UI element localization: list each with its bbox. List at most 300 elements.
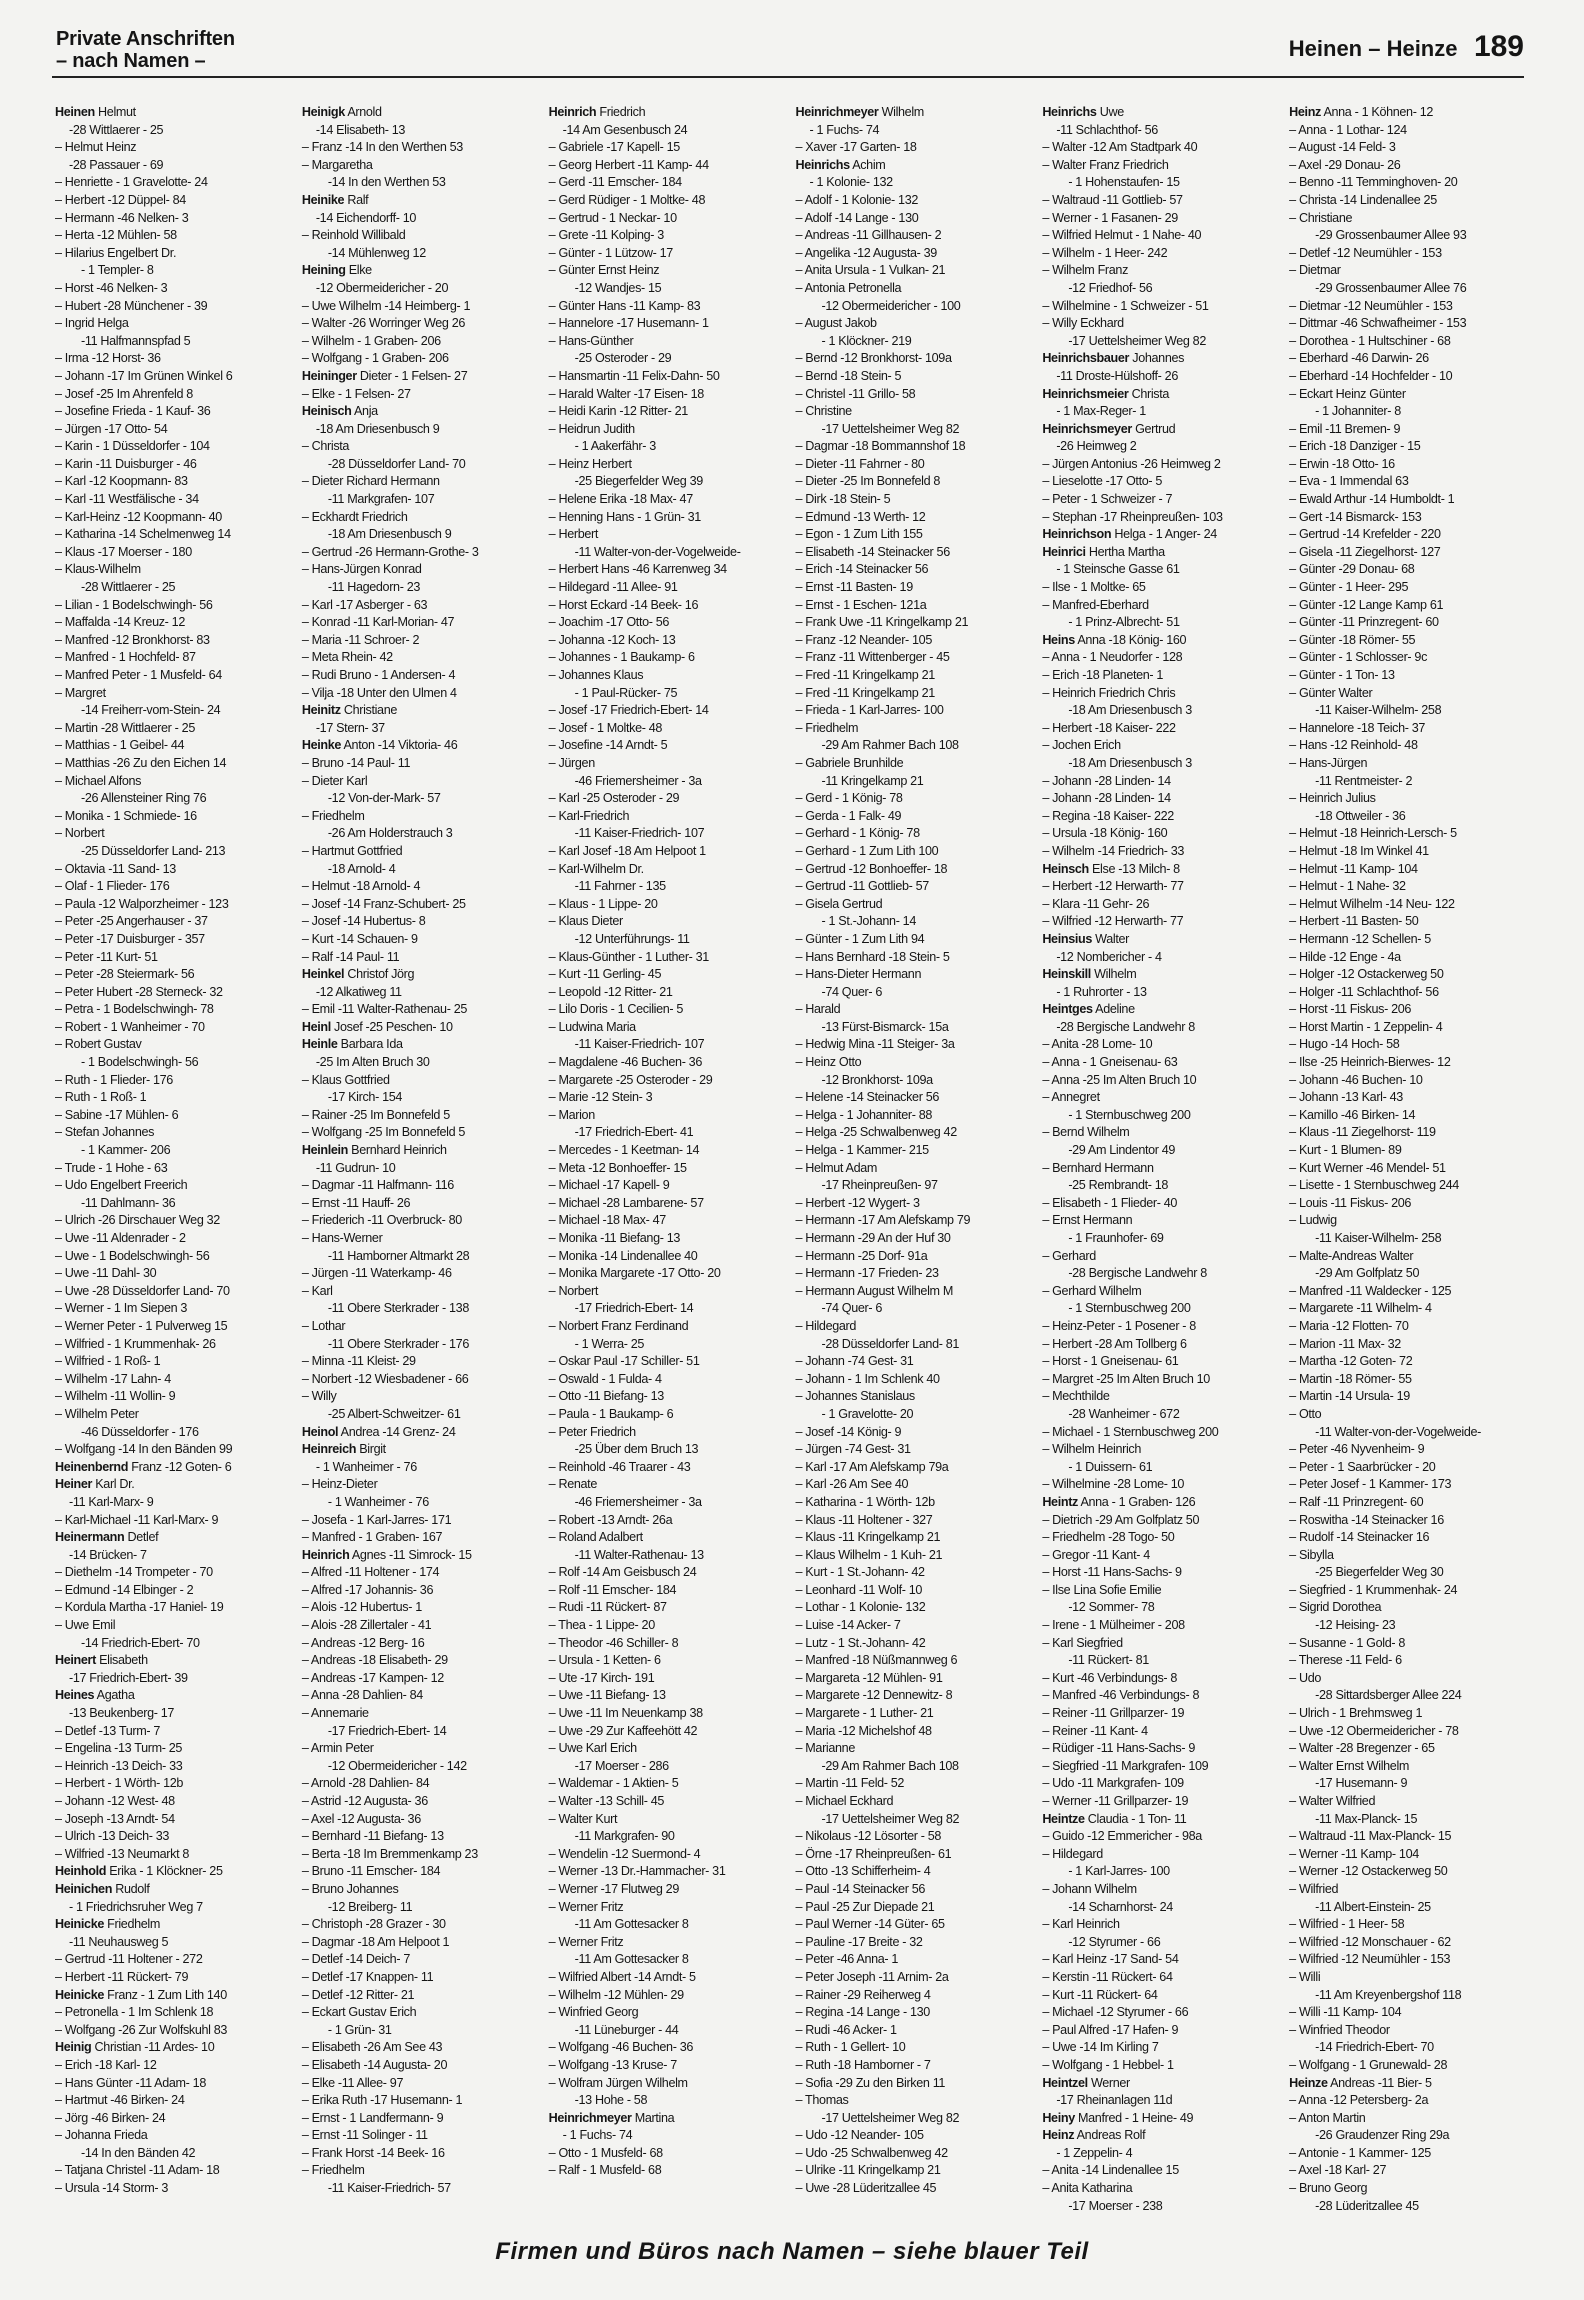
entry-line: – Gerd -11 Emscher- 184 [548, 175, 682, 190]
entry-line: – Maria -12 Flotten- 70 [1289, 1318, 1409, 1333]
entry-line: – Gerd Rüdiger - 1 Moltke- 48 [548, 192, 706, 207]
entry-line: – Manfred -11 Waldecker - 125 [1289, 1283, 1452, 1298]
entry-line: – Hannelore -18 Teich- 37 [1289, 720, 1426, 735]
entry-address: - 1 Sternbuschweg 200 [1068, 1107, 1191, 1122]
entry-line: – Hilde -12 Enge - 4a [1289, 949, 1401, 964]
entry-line: – Werner - 1 Im Siepen 3 [55, 1301, 188, 1316]
surname: Heinen [55, 105, 95, 119]
entry-line: – Ulrike -11 Kringelkamp 21 [795, 2163, 941, 2178]
entry-line: – Bernd -18 Stein- 5 [795, 368, 902, 383]
entry-line: – Emil -11 Walter-Rathenau- 25 [301, 1002, 468, 1017]
section-title-line1: Private Anschriften [56, 28, 235, 50]
entry-line: – Erich -14 Steinacker 56 [795, 562, 929, 577]
entry-address: -11 Hagedorn- 23 [327, 580, 421, 595]
entry-line: – Joachim -17 Otto- 56 [548, 615, 670, 630]
entry-line: – Roswitha -14 Steinacker 16 [1289, 1512, 1444, 1527]
entry-heading: Heintges Adeline [1042, 1002, 1135, 1017]
entry-address: -11 Albert-Einstein- 25 [1315, 1899, 1431, 1914]
entry-line: – Karl -25 Osteroder - 29 [548, 791, 680, 806]
entry-line: – Willi -11 Kamp- 104 [1289, 2005, 1402, 2020]
entry-line: – Friederich -11 Overbruck- 80 [301, 1213, 462, 1228]
entry-heading: Heinhold Erika - 1 Klöckner- 25 [55, 1864, 223, 1879]
entry-line: – Edmund -14 Elbinger - 2 [55, 1582, 194, 1597]
entry-line: – Henning Hans - 1 Grün- 31 [548, 509, 701, 524]
entry-line: – Wolfgang - 1 Graben- 206 [301, 351, 449, 366]
surname: Heintzel [1042, 2075, 1088, 2090]
surname: Heintze [1042, 1811, 1085, 1826]
entry-line: – Rudi Bruno - 1 Andersen- 4 [301, 668, 456, 682]
entry-heading: Heinrichmeyer Wilhelm [795, 105, 924, 119]
entry-address: -11 Hamborner Altmarkt 28 [327, 1248, 470, 1263]
entry-line: – Klaus Dieter [548, 914, 623, 929]
entry-line: – Herbert -11 Rückert- 79 [55, 1969, 189, 1984]
entry-heading: Heinreich Birgit [301, 1442, 386, 1457]
entry-address: -29 Am Golfplatz 50 [1315, 1266, 1420, 1281]
entry-line: – Winfried Theodor [1289, 2022, 1390, 2037]
directory-columns [55, 104, 1530, 2213]
entry-line: – Christine [795, 404, 852, 419]
entry-address: -11 Kaiser-Friedrich- 107 [574, 1037, 705, 1052]
entry-line: – August Jakob [795, 316, 877, 331]
entry-line: – Karl -26 Am See 40 [795, 1477, 909, 1492]
entry-address: -17 Friedrich-Ebert- 14 [327, 1723, 447, 1738]
entry-line: – Erich -18 Karl- 12 [55, 2057, 157, 2072]
entry-line: – Gerhard Wilhelm [1042, 1283, 1142, 1298]
entry-line: – Dietmar -12 Neumühler - 153 [1289, 298, 1453, 313]
entry-line: – Rolf -14 Am Geisbusch 24 [548, 1565, 697, 1580]
entry-line: – Günter -12 Lange Kamp 61 [1289, 597, 1444, 612]
entry-line: – Ruth - 1 Gellert- 10 [795, 2040, 906, 2055]
entry-address: - 1 Fraunhofer- 69 [1068, 1231, 1164, 1245]
entry-line: – Eckart Heinz Günter [1289, 386, 1406, 401]
surname: Heinrichmeyer [795, 105, 879, 119]
entry-line: – Trude - 1 Hohe - 63 [55, 1160, 168, 1175]
entry-line: – Klaus -11 Ziegelhorst- 119 [1289, 1125, 1436, 1140]
entry-line: – Hildegard [795, 1318, 857, 1333]
entry-line: – Edmund -13 Werth- 12 [795, 509, 926, 524]
entry-address: -17 Stern- 37 [315, 720, 385, 735]
entry-line: – Ernst Hermann [1042, 1213, 1133, 1228]
entry-address: -18 Am Driesenbusch 9 [327, 527, 452, 542]
entry-line: – Guido -12 Emmericher - 98a [1042, 1829, 1202, 1844]
entry-address: -28 Düsseldorfer Land- 81 [821, 1336, 960, 1351]
entry-line: – Manfred -46 Verbindungs- 8 [1042, 1688, 1200, 1703]
entry-heading: Heinkel Christof Jörg [301, 967, 415, 982]
entry-line: – Horst Martin - 1 Zeppelin- 4 [1289, 1019, 1443, 1034]
entry-line: – Susanne - 1 Gold- 8 [1289, 1635, 1406, 1650]
entry-line: – Reiner -11 Kant- 4 [1042, 1723, 1148, 1738]
entry-line: – Wolfgang - 1 Grunewald- 28 [1289, 2057, 1448, 2072]
surname: Heiner [55, 1477, 93, 1492]
entry-heading: Heinike Ralf [301, 192, 369, 207]
entry-line: – Josef -14 Franz-Schubert- 25 [301, 896, 466, 911]
entry-line: – Hermann -25 Dorf- 91a [795, 1248, 928, 1263]
entry-line: – Hans Bernhard -18 Stein- 5 [795, 949, 950, 964]
entry-line: – Wilhelm - 1 Graben- 206 [301, 333, 441, 348]
entry-line: – Helga - 1 Johanniter- 88 [795, 1107, 932, 1122]
entry-line: – Josef -14 Hubertus- 8 [301, 914, 426, 929]
entry-line: – Wilhelm -17 Lahn- 4 [55, 1371, 171, 1386]
entry-line: – Karl Heinz -17 Sand- 54 [1042, 1952, 1179, 1967]
entry-line: – Wilhelm -12 Mühlen- 29 [548, 1987, 684, 2002]
entry-line: – Klaus -11 Holtener - 327 [795, 1512, 933, 1527]
entry-line: – Anna -25 Im Alten Bruch 10 [1042, 1072, 1197, 1087]
entry-line: – Christa -14 Lindenallee 25 [1289, 192, 1437, 207]
entry-line: – Ludwig [1289, 1213, 1337, 1228]
entry-address: - 1 St.-Johann- 14 [821, 914, 916, 929]
entry-line: – Alois -12 Hubertus- 1 [301, 1600, 422, 1615]
entry-line: – Karl -12 Koopmann- 83 [55, 474, 188, 489]
entry-line: – Helmut -18 Arnold- 4 [301, 879, 421, 894]
entry-line: – Walter -28 Bregenzer - 65 [1289, 1741, 1435, 1756]
entry-address: -28 Lüderitzallee 45 [1315, 2198, 1419, 2213]
entry-line: – Paul Alfred -17 Hafen- 9 [1042, 2022, 1179, 2037]
entry-address: -74 Quer- 6 [821, 984, 883, 999]
entry-line: – Lothar - 1 Kolonie- 132 [795, 1600, 926, 1615]
entry-line: – Wilfried -12 Neumühler - 153 [1289, 1952, 1451, 1967]
entry-line: – Meta Rhein- 42 [301, 650, 393, 665]
entry-line: – Karin - 1 Düsseldorfer - 104 [55, 439, 210, 454]
entry-address: -18 Am Driesenbusch 9 [315, 421, 440, 436]
entry-line: – Herbert [548, 527, 599, 542]
entry-address: - 1 Werra- 25 [574, 1336, 645, 1351]
entry-address: - 1 Aakerfähr- 3 [574, 439, 656, 454]
entry-line: – Uwe -28 Düsseldorfer Land- 70 [55, 1283, 230, 1298]
entry-address: -17 Husemann- 9 [1315, 1776, 1408, 1791]
entry-line: – Detlef -12 Ritter- 21 [301, 1987, 415, 2002]
entry-line: – Ilse - 1 Moltke- 65 [1042, 580, 1146, 595]
entry-line: – Erika Ruth -17 Husemann- 1 [301, 2093, 463, 2108]
entry-line: – Hans-Jürgen [1289, 755, 1368, 770]
entry-line: – Kurt -11 Gerling- 45 [548, 967, 662, 982]
entry-address: -11 Kaiser-Friedrich- 57 [327, 2181, 451, 2196]
entry-address: -29 Am Lindentor 49 [1068, 1143, 1176, 1158]
entry-line: – Udo [1289, 1670, 1321, 1685]
entry-line: – Bruno Georg [1289, 2181, 1368, 2196]
entry-line: – Walter Ernst Wilhelm [1289, 1758, 1410, 1773]
entry-line: – Gisela Gertrud [795, 896, 883, 911]
entry-line: – Hildegard -11 Allee- 91 [548, 580, 678, 595]
entry-line: – Michael -12 Styrumer - 66 [1042, 2005, 1189, 2020]
entry-line: – Frieda - 1 Karl-Jarres- 100 [795, 703, 944, 718]
entry-line: – Gerhard [1042, 1248, 1096, 1263]
entry-line: – Dieter -11 Fahrner - 80 [795, 456, 925, 471]
entry-line: – Louis -11 Fiskus- 206 [1289, 1195, 1412, 1210]
surname: Heinhold [55, 1864, 107, 1879]
entry-line: – Günter -29 Donau- 68 [1289, 562, 1415, 577]
entry-address: -46 Friemersheimer - 3a [574, 773, 702, 788]
entry-line: – Alfred -17 Johannis- 36 [301, 1582, 434, 1597]
entry-line: – Matthias - 1 Geibel- 44 [55, 738, 185, 753]
entry-line: – Elisabeth - 1 Flieder- 40 [1042, 1195, 1178, 1210]
entry-line: – Willy Eckhard [1042, 316, 1124, 331]
entry-line: – Dorothea - 1 Hultschiner - 68 [1289, 333, 1451, 348]
entry-line: – Walter Kurt [548, 1811, 618, 1826]
entry-line: – Margarete -11 Wilhelm- 4 [1289, 1301, 1432, 1316]
surname: Heinrichsmeier [1042, 386, 1129, 401]
entry-line: – Jürgen [548, 755, 595, 770]
entry-address: -28 Passauer - 69 [69, 157, 164, 172]
entry-address: -14 Mühlenweg 12 [327, 245, 426, 260]
entry-line: – Horst Eckard -14 Beek- 16 [548, 597, 699, 612]
entry-line: – Maria -11 Schroer- 2 [301, 632, 420, 647]
surname: Heinrici [1042, 544, 1086, 559]
entry-line: – Antonia Petronella [795, 280, 902, 295]
entry-address: -14 Eichendorff- 10 [315, 210, 417, 225]
entry-line: – Mechthilde [1042, 1389, 1110, 1404]
entry-heading: Heinz Andreas Rolf [1042, 2128, 1146, 2143]
entry-line: – Roland Adalbert [548, 1530, 643, 1545]
entry-line: – Peter -46 Nyvenheim- 9 [1289, 1442, 1425, 1457]
entry-line: – Karl-Michael -11 Karl-Marx- 9 [55, 1512, 219, 1527]
entry-line: – Josefine Frieda - 1 Kauf- 36 [55, 404, 211, 419]
entry-line: – Hans -12 Reinhold- 48 [1289, 738, 1418, 753]
entry-line: – Manfred Peter - 1 Musfeld- 64 [55, 668, 222, 682]
surname: Heinigk [301, 105, 345, 119]
entry-line: – Wilhelm Franz [1042, 263, 1129, 278]
entry-line: – Dagmar -11 Halfmann- 116 [301, 1178, 454, 1193]
entry-line: – Udo -11 Markgrafen- 109 [1042, 1776, 1184, 1791]
entry-address: -11 Kaiser-Wilhelm- 258 [1315, 1231, 1442, 1245]
entry-line: – Detlef -12 Neumühler - 153 [1289, 245, 1442, 260]
entry-line: – Klaus Gottfried [301, 1072, 390, 1087]
entry-line: – Martha -12 Goten- 72 [1289, 1354, 1413, 1369]
entry-line: – Helmut -18 Heinrich-Lersch- 5 [1289, 826, 1457, 841]
entry-line: – Fred -11 Kringelkamp 21 [795, 685, 935, 700]
entry-line: – Rainer -25 Im Bonnefeld 5 [301, 1107, 450, 1122]
entry-line: – Peter -28 Steiermark- 56 [55, 967, 195, 982]
entry-line: – Karl -11 Westfälische - 34 [55, 492, 199, 507]
entry-line: – Malte-Andreas Walter [1289, 1248, 1414, 1263]
entry-address: - 1 Fuchs- 74 [562, 2128, 633, 2143]
entry-line: – Dieter Karl [301, 773, 368, 788]
entry-line: – Rolf -11 Emscher- 184 [548, 1582, 677, 1597]
entry-line: – Josefine -14 Arndt- 5 [548, 738, 668, 753]
entry-heading: Heininger Dieter - 1 Felsen- 27 [301, 368, 468, 383]
entry-line: – Udo Engelbert Freerich [55, 1178, 188, 1193]
entry-line: – Ruth - 1 Flieder- 176 [55, 1072, 173, 1087]
entry-line: – Uwe -12 Obermeidericher - 78 [1289, 1723, 1459, 1738]
entry-line: – Rainer -29 Reiherweg 4 [795, 1987, 931, 2002]
entry-line: – Uwe Emil [55, 1618, 116, 1633]
entry-line: – Michael -17 Kapell- 9 [548, 1178, 670, 1193]
entry-address: -11 Markgrafen- 90 [574, 1829, 675, 1844]
entry-line: – Josef -14 König- 9 [795, 1424, 902, 1439]
entry-line: – Margret -25 Im Alten Bruch 10 [1042, 1371, 1210, 1386]
entry-line: – Uwe -11 Dahl- 30 [55, 1266, 157, 1281]
entry-heading: Heinrichsmeyer Gertrud [1042, 421, 1176, 436]
entry-line: – Ewald Arthur -14 Humboldt- 1 [1289, 492, 1455, 507]
entry-line: – Manfred-Eberhard [1042, 597, 1149, 612]
entry-address: -11 Am Gottesacker 8 [574, 1952, 689, 1967]
entry-address: -17 Friedrich-Ebert- 39 [69, 1670, 188, 1685]
entry-line: – Klara -11 Gehr- 26 [1042, 896, 1150, 911]
entry-line: – Hermann -12 Schellen- 5 [1289, 931, 1431, 946]
entry-line: – Josef - 1 Moltke- 48 [548, 720, 663, 735]
entry-address: - 1 Max-Reger- 1 [1056, 404, 1146, 419]
entry-line: – Johann -13 Karl- 43 [1289, 1090, 1403, 1105]
entry-address: -17 Uettelsheimer Weg 82 [821, 1811, 960, 1826]
entry-line: – Wolfgang -25 Im Bonnefeld 5 [301, 1125, 466, 1140]
entry-address: -11 Neuhausweg 5 [69, 1934, 169, 1949]
entry-line: – Walter -12 Am Stadtpark 40 [1042, 140, 1198, 155]
entry-line: – Angelika -12 Augusta- 39 [795, 245, 937, 260]
entry-line: – Heidi Karin -12 Ritter- 21 [548, 404, 688, 419]
entry-line: – Paul -25 Zur Diepade 21 [795, 1899, 935, 1914]
entry-line: – Heinz-Peter - 1 Posener - 8 [1042, 1318, 1196, 1333]
entry-line: – Karl Josef -18 Am Helpoot 1 [548, 843, 706, 858]
entry-line: – Karl-Wilhelm Dr. [548, 861, 644, 876]
entry-address: -25 Osteroder - 29 [574, 351, 672, 366]
entry-address: -11 Lüneburger - 44 [574, 2022, 679, 2037]
entry-heading: Heinke Anton -14 Viktoria- 46 [301, 738, 458, 753]
entry-line: – Günter Hans -11 Kamp- 83 [548, 298, 701, 313]
entry-line: – Anita Ursula - 1 Vulkan- 21 [795, 263, 946, 278]
entry-address: - 1 Sternbuschweg 200 [1068, 1301, 1191, 1316]
entry-line: – Waldemar - 1 Aktien- 5 [548, 1776, 679, 1791]
surname: Heinicke [55, 1917, 105, 1932]
entry-line: – Sibylla [1289, 1547, 1334, 1562]
entry-line: – Günter - 1 Lützow- 17 [548, 245, 673, 260]
entry-line: – Gertrud -11 Holtener - 272 [55, 1952, 203, 1967]
entry-line: – Werner Fritz [548, 1899, 624, 1914]
entry-line: – Werner -11 Grillparzer- 19 [1042, 1794, 1189, 1808]
entry-heading: Heins Anna -18 König- 160 [1042, 632, 1187, 647]
entry-line: – Oktavia -11 Sand- 13 [55, 861, 176, 876]
entry-line: – Harald Walter -17 Eisen- 18 [548, 386, 704, 401]
surname: Heinsius [1042, 931, 1093, 946]
entry-line: – Jürgen Antonius -26 Heimweg 2 [1042, 456, 1221, 471]
entry-address: - 1 Wanheimer - 76 [315, 1459, 417, 1474]
entry-line: – Marion -11 Max- 32 [1289, 1336, 1401, 1351]
entry-line: – Stefan Johannes [55, 1125, 155, 1140]
entry-line: – Detlef -17 Knappen- 11 [301, 1969, 434, 1984]
entry-line: – Waltraud -11 Gottlieb- 57 [1042, 192, 1183, 207]
entry-address: - 1 Kolonie- 132 [809, 175, 893, 190]
entry-address: - 1 Hohenstaufen- 15 [1068, 175, 1180, 190]
entry-line: – Gertrud - 1 Neckar- 10 [548, 210, 677, 225]
entry-line: – Michael - 1 Sternbuschweg 200 [1042, 1424, 1219, 1439]
entry-line: – Anita -28 Lome- 10 [1042, 1037, 1153, 1052]
entry-line: – Michael Alfons [55, 773, 142, 788]
entry-address: -11 Droste-Hülshoff- 26 [1056, 368, 1178, 383]
entry-line: – Bernd -12 Bronkhorst- 109a [795, 351, 952, 366]
entry-line: – Andreas -12 Berg- 16 [301, 1635, 425, 1650]
entry-line: – Werner - 1 Fasanen- 29 [1042, 210, 1178, 225]
entry-address: -12 Obermeidericher - 142 [327, 1758, 467, 1773]
entry-line: – Monika -11 Biefang- 13 [548, 1231, 681, 1245]
entry-line: – Ruth - 1 Roß- 1 [55, 1090, 147, 1105]
entry-line: – Wilfried Albert -14 Arndt- 5 [548, 1969, 696, 1984]
entry-line: – Sigrid Dorothea [1289, 1600, 1382, 1615]
entry-line: – Hans-Dieter Hermann [795, 967, 922, 982]
entry-heading: Heinrich Friedrich [548, 105, 646, 119]
entry-line: – Johanna Frieda [55, 2128, 148, 2143]
entry-address: -12 Heising- 23 [1315, 1618, 1396, 1633]
entry-line: – Fred -11 Kringelkamp 21 [795, 668, 935, 682]
entry-line: – Monika -14 Lindenallee 40 [548, 1248, 698, 1263]
entry-line: – Joseph -13 Arndt- 54 [55, 1811, 175, 1826]
entry-line: – Karl -17 Am Alefskamp 79a [795, 1459, 949, 1474]
entry-line: – Norbert -12 Wiesbadener - 66 [301, 1371, 469, 1386]
entry-line: – Manfred -12 Bronkhorst- 83 [55, 632, 210, 647]
entry-address: - 1 Friedrichsruher Weg 7 [69, 1899, 203, 1914]
entry-line: – Gertrud -14 Krefelder - 220 [1289, 527, 1441, 542]
entry-line: – Grete -11 Kolping- 3 [548, 228, 664, 243]
entry-line: – Antonie - 1 Kammer- 125 [1289, 2145, 1431, 2160]
entry-address: -28 Bergische Landwehr 8 [1068, 1266, 1207, 1281]
surname: Heinert [55, 1653, 96, 1668]
entry-line: – Dagmar -18 Bommannshof 18 [795, 439, 966, 454]
entry-heading: Heinsius Walter [1042, 931, 1129, 946]
entry-line: – Günter -11 Prinzregent- 60 [1289, 615, 1439, 630]
entry-address: -25 Rembrandt- 18 [1068, 1178, 1169, 1193]
entry-line: – Kurt - 1 St.-Johann- 42 [795, 1565, 925, 1580]
surname: Heinrichsmeyer [1042, 421, 1132, 436]
entry-address: -17 Moerser - 238 [1068, 2198, 1163, 2213]
entry-address: -14 Friedrich-Ebert- 70 [1315, 2040, 1434, 2055]
entry-address: - 1 Duissern- 61 [1068, 1459, 1153, 1474]
entry-address: -28 Sittardsberger Allee 224 [1315, 1688, 1462, 1703]
entry-heading: Heinrichmeyer Martina [548, 2110, 675, 2125]
entry-line: – Helga - 1 Kammer- 215 [795, 1143, 929, 1158]
entry-line: – Franz -11 Wittenberger - 45 [795, 650, 950, 665]
entry-line: – Margarete -25 Osteroder - 29 [548, 1072, 713, 1087]
entry-line: – Josefa - 1 Karl-Jarres- 171 [301, 1512, 452, 1527]
entry-line: – Anton Martin [1289, 2110, 1366, 2125]
entry-address: -28 Wittlaerer - 25 [69, 122, 164, 137]
entry-line: – Siegfried - 1 Krummenhak- 24 [1289, 1582, 1458, 1597]
entry-line: – Klaus -17 Moerser - 180 [55, 544, 192, 559]
entry-line: – Horst -46 Nelken- 3 [55, 280, 168, 295]
entry-line: – Nikolaus -12 Lösorter - 58 [795, 1829, 942, 1844]
entry-line: – Dirk -18 Stein- 5 [795, 492, 891, 507]
entry-address: -13 Beukenberg- 17 [69, 1706, 175, 1721]
entry-line: – Wilhelm Heinrich [1042, 1442, 1141, 1457]
entry-line: – Annemarie [301, 1706, 369, 1721]
entry-line: – Margarete -12 Dennewitz- 8 [795, 1688, 953, 1703]
surname: Heinsch [1042, 861, 1089, 876]
entry-line: – Ursula -14 Storm- 3 [55, 2181, 169, 2196]
entry-line: – Josef -25 Im Ahrenfeld 8 [55, 386, 193, 401]
entry-line: – Klaus -11 Kringelkamp 21 [795, 1530, 941, 1545]
entry-line: – Kurt -11 Rückert- 64 [1042, 1987, 1158, 2002]
entry-line: – Karin -11 Duisburger - 46 [55, 456, 197, 471]
entry-line: – Kerstin -11 Rückert- 64 [1042, 1969, 1173, 1984]
entry-address: -25 Düsseldorfer Land- 213 [81, 843, 226, 858]
directory-column-2 [301, 104, 543, 2196]
entry-heading: Heinisch Anja [301, 404, 378, 419]
entry-line: – Wilfried Helmut - 1 Nahe- 40 [1042, 228, 1202, 243]
entry-line: – Wilfried [1289, 1881, 1339, 1896]
entry-line: – Gerhard - 1 König- 78 [795, 826, 920, 841]
surname: Heining [301, 263, 346, 278]
entry-line: – Örne -17 Rheinpreußen- 61 [795, 1846, 952, 1861]
entry-line: – Hedwig Mina -11 Steiger- 3a [795, 1037, 955, 1052]
entry-line: – Josef -17 Friedrich-Ebert- 14 [548, 703, 709, 718]
entry-line: – Helmut Wilhelm -14 Neu- 122 [1289, 896, 1455, 911]
entry-heading: Heinigk Arnold [301, 105, 382, 119]
entry-line: – Anna -12 Petersberg- 2a [1289, 2093, 1429, 2108]
entry-address: -17 Friedrich-Ebert- 14 [574, 1301, 694, 1316]
entry-address: -14 Freiherr-vom-Stein- 24 [81, 703, 221, 718]
entry-line: – Georg Herbert -11 Kamp- 44 [548, 157, 709, 172]
entry-address: - 1 Gravelotte- 20 [821, 1406, 914, 1421]
entry-line: – Hartmut -46 Birken- 24 [55, 2093, 185, 2108]
entry-address: -11 Walter-von-der-Vogelweide- [1315, 1424, 1482, 1439]
entry-line: – Hermann August Wilhelm M [795, 1283, 953, 1298]
entry-line: – Johann -46 Buchen- 10 [1289, 1072, 1423, 1087]
